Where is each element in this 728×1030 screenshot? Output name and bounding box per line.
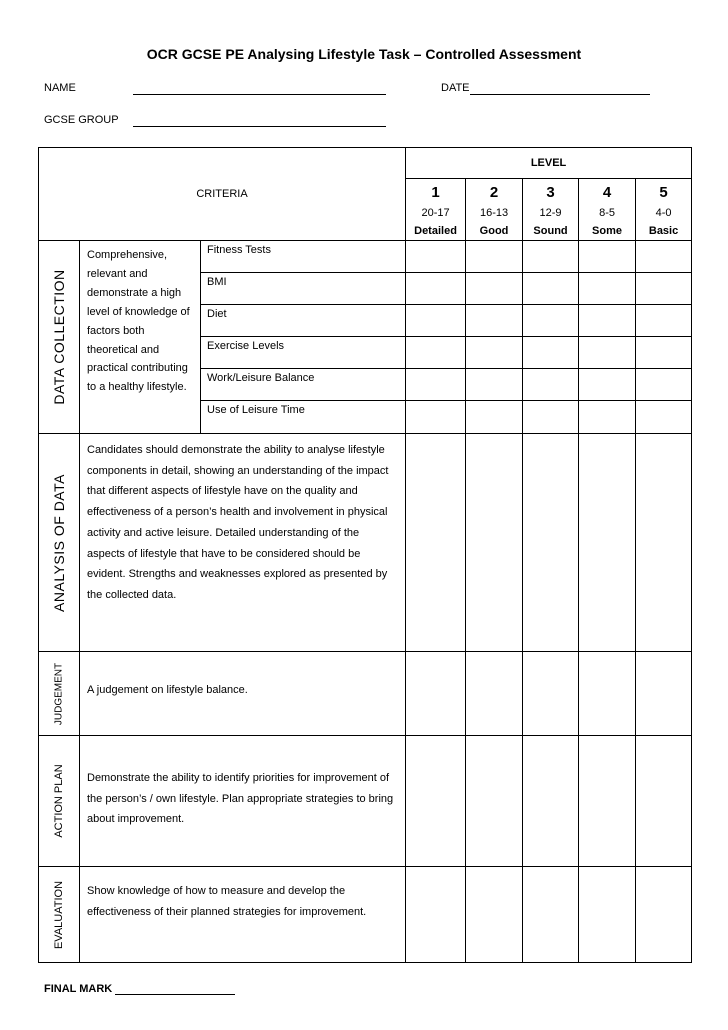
- level-range: 20-17: [421, 207, 450, 219]
- mark-cell[interactable]: [406, 401, 466, 434]
- gcse-group-field[interactable]: [133, 126, 386, 127]
- judgement-label: JUDGEMENT: [39, 652, 80, 736]
- mark-cell[interactable]: [636, 337, 692, 369]
- mark-cell[interactable]: [523, 867, 579, 963]
- mark-cell[interactable]: [406, 652, 466, 736]
- mark-cell[interactable]: [466, 337, 523, 369]
- mark-cell[interactable]: [466, 736, 523, 867]
- mark-cell[interactable]: [406, 434, 466, 652]
- evaluation-description: Show knowledge of how to measure and develop the effectiveness of their planned strategies for improvement.: [80, 867, 406, 963]
- mark-cell[interactable]: [636, 401, 692, 434]
- mark-cell[interactable]: [579, 305, 636, 337]
- mark-cell[interactable]: [466, 652, 523, 736]
- analysis-description: Candidates should demonstrate the ability to analyse lifestyle components in detail, showing an understanding of the impact that different aspects of lifestyle have on the quality and effectiveness of a person’s health and involvement in physical activity and active leisure. Detailed understanding of the aspects of lifestyle that have to be considered should be evident. Strengths and weaknesses explored as presented by the collected data.: [80, 434, 406, 652]
- mark-cell[interactable]: [406, 241, 466, 273]
- aspect-fitness-tests: Fitness Tests: [201, 241, 406, 273]
- level-descriptor: Good: [479, 225, 509, 237]
- mark-cell[interactable]: [523, 241, 579, 273]
- assessment-table: [38, 147, 692, 963]
- mark-cell[interactable]: [466, 273, 523, 305]
- level-descriptor: Basic: [648, 225, 679, 237]
- date-label: DATE: [441, 82, 470, 94]
- mark-cell[interactable]: [579, 241, 636, 273]
- aspect-work-leisure-balance: Work/Leisure Balance: [201, 369, 406, 401]
- mark-cell[interactable]: [406, 369, 466, 401]
- level-number: 2: [489, 184, 499, 201]
- mark-cell[interactable]: [579, 369, 636, 401]
- date-field[interactable]: [470, 94, 650, 95]
- level-range: 16-13: [479, 207, 509, 219]
- mark-cell[interactable]: [636, 369, 692, 401]
- level-4-header: [579, 179, 636, 241]
- mark-cell[interactable]: [466, 867, 523, 963]
- mark-cell[interactable]: [523, 337, 579, 369]
- level-1-header: [406, 179, 466, 241]
- mark-cell[interactable]: [523, 401, 579, 434]
- evaluation-label: EVALUATION: [39, 867, 80, 963]
- level-number: 4: [602, 184, 612, 201]
- mark-cell[interactable]: [636, 273, 692, 305]
- mark-cell[interactable]: [579, 867, 636, 963]
- mark-cell[interactable]: [579, 337, 636, 369]
- aspect-exercise-levels: Exercise Levels: [201, 337, 406, 369]
- level-number: 1: [431, 184, 440, 201]
- level-heading: LEVEL: [406, 148, 692, 179]
- mark-cell[interactable]: [466, 241, 523, 273]
- level-number: 3: [546, 184, 555, 201]
- mark-cell[interactable]: [523, 652, 579, 736]
- mark-cell[interactable]: [406, 867, 466, 963]
- mark-cell[interactable]: [406, 273, 466, 305]
- page-title: OCR GCSE PE Analysing Lifestyle Task – Controlled Assessment: [146, 46, 582, 62]
- mark-cell[interactable]: [636, 736, 692, 867]
- mark-cell[interactable]: [636, 867, 692, 963]
- mark-cell[interactable]: [466, 305, 523, 337]
- mark-cell[interactable]: [579, 273, 636, 305]
- mark-cell[interactable]: [579, 652, 636, 736]
- mark-cell[interactable]: [636, 434, 692, 652]
- mark-cell[interactable]: [636, 652, 692, 736]
- mark-cell[interactable]: [579, 434, 636, 652]
- mark-cell[interactable]: [406, 337, 466, 369]
- action-plan-label: ACTION PLAN: [39, 736, 80, 867]
- aspect-bmi: BMI: [201, 273, 406, 305]
- level-descriptor: Sound: [533, 225, 568, 237]
- mark-cell[interactable]: [636, 305, 692, 337]
- level-3-header: [523, 179, 579, 241]
- data-collection-description: Comprehensive, relevant and demonstrate a high level of knowledge of factors both theoretical and practical contributing to a healthy lifestyle.: [80, 241, 201, 434]
- mark-cell[interactable]: [523, 736, 579, 867]
- level-number: 5: [659, 184, 668, 201]
- data-collection-label: DATA COLLECTION: [39, 241, 80, 434]
- mark-cell[interactable]: [466, 434, 523, 652]
- mark-cell[interactable]: [636, 241, 692, 273]
- action-plan-description: Demonstrate the ability to identify priorities for improvement of the person’s / own lifestyle. Plan appropriate strategies to bring about improvement.: [80, 736, 406, 867]
- mark-cell[interactable]: [466, 401, 523, 434]
- name-field[interactable]: [133, 94, 386, 95]
- level-range: 8-5: [599, 207, 615, 219]
- mark-cell[interactable]: [523, 273, 579, 305]
- gcse-group-label: GCSE GROUP: [44, 114, 119, 126]
- mark-cell[interactable]: [523, 434, 579, 652]
- final-mark-field[interactable]: [115, 994, 235, 995]
- judgement-description: A judgement on lifestyle balance.: [80, 652, 406, 736]
- level-range: 4-0: [655, 207, 672, 219]
- mark-cell[interactable]: [523, 305, 579, 337]
- aspect-use-of-leisure-time: Use of Leisure Time: [201, 401, 406, 434]
- level-2-header: [466, 179, 523, 241]
- aspect-diet: Diet: [201, 305, 406, 337]
- mark-cell[interactable]: [579, 401, 636, 434]
- mark-cell[interactable]: [406, 305, 466, 337]
- mark-cell[interactable]: [406, 736, 466, 867]
- level-range: 12-9: [539, 207, 562, 219]
- mark-cell[interactable]: [466, 369, 523, 401]
- name-label: NAME: [44, 82, 76, 94]
- analysis-of-data-label: ANALYSIS OF DATA: [39, 434, 80, 652]
- criteria-heading: CRITERIA: [39, 148, 406, 241]
- level-5-header: [636, 179, 692, 241]
- mark-cell[interactable]: [523, 369, 579, 401]
- level-descriptor: Some: [592, 225, 623, 237]
- level-descriptor: Detailed: [414, 225, 457, 237]
- final-mark-label: FINAL MARK: [44, 983, 113, 995]
- mark-cell[interactable]: [579, 736, 636, 867]
